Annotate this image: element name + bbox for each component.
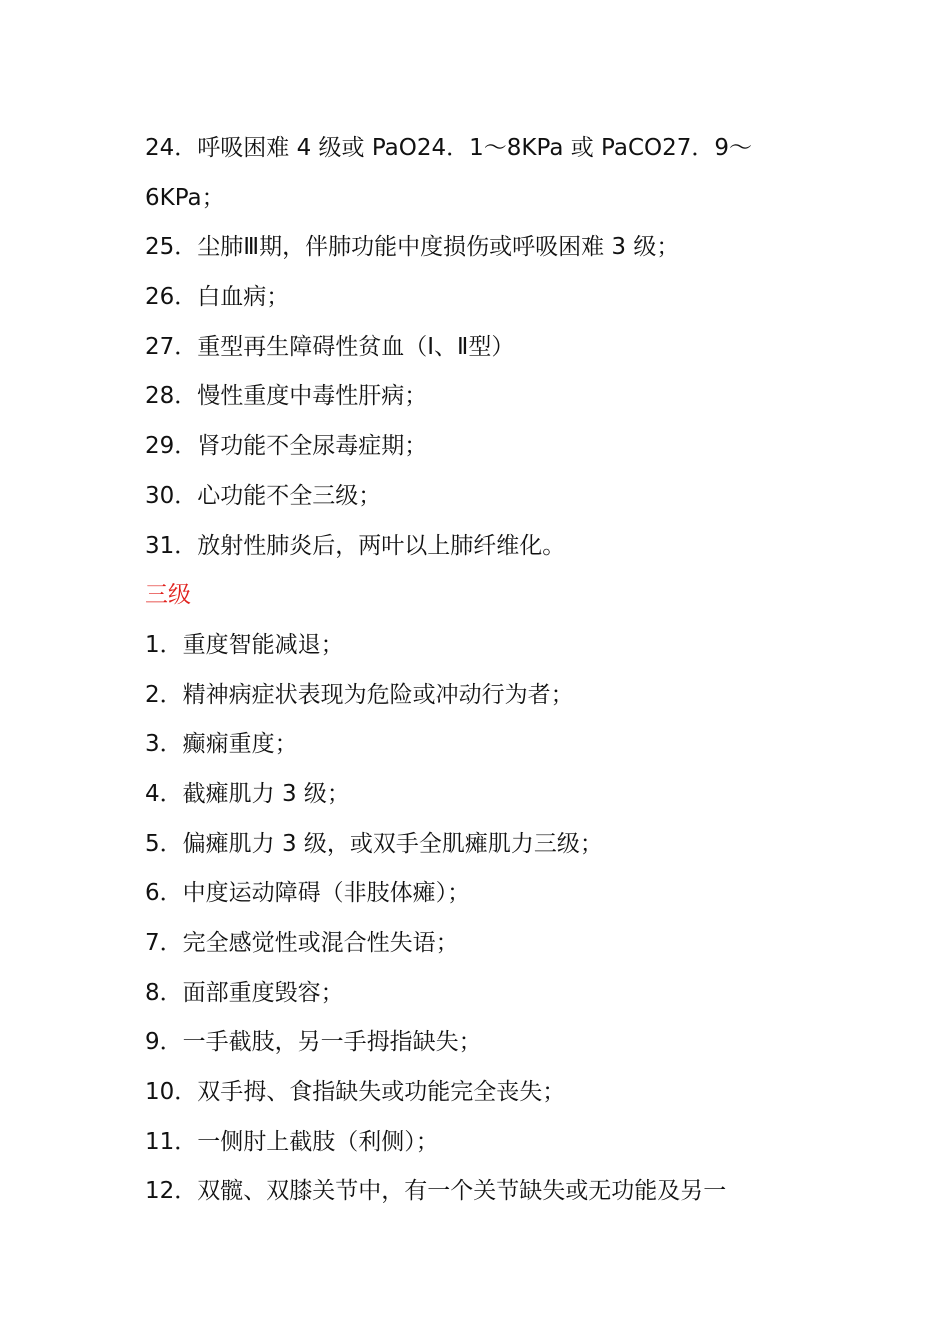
list-item-26: 26．白血病；	[145, 284, 290, 311]
document-body	[145, 124, 815, 1217]
list-item-30: 30．心功能不全三级；	[145, 482, 382, 509]
grade3-item-7: 7．完全感觉性或混合性失语；	[145, 930, 459, 956]
list-item-29: 29．肾功能不全尿毒症期；	[145, 433, 428, 460]
grade3-item-1: 1．重度智能减退；	[145, 631, 344, 658]
grade3-item-10: 10．双手拇、食指缺失或功能完全丧失；	[145, 1079, 566, 1106]
grade3-item-5: 5．偏瘫肌力 3 级，或双手全肌瘫肌力三级；	[145, 830, 603, 857]
list-item-24-continued: 6KPa；	[145, 184, 225, 211]
list-item-27: 27．重型再生障碍性贫血（Ⅰ、Ⅱ型）	[145, 333, 515, 360]
list-item-28: 28．慢性重度中毒性肝病；	[145, 383, 428, 410]
grade3-item-8: 8．面部重度毁容；	[145, 979, 344, 1006]
grade3-item-12: 12．双髋、双膝关节中，有一个关节缺失或无功能及另一	[145, 1178, 727, 1205]
grade3-item-11: 11．一侧肘上截肢（利侧）；	[145, 1128, 439, 1155]
list-item-31: 31．放射性肺炎后，两叶以上肺纤维化。	[145, 532, 566, 559]
grade3-item-9: 9．一手截肢，另一手拇指缺失；	[145, 1029, 482, 1056]
section-heading-grade-three: 三级	[145, 582, 191, 609]
grade3-item-6: 6．中度运动障碍（非肢体瘫）；	[145, 880, 471, 907]
list-item-24: 24．呼吸困难 4 级或 PaO24．1～8KPa 或 PaCO27．9～	[145, 135, 753, 161]
grade3-item-2: 2．精神病症状表现为危险或冲动行为者；	[145, 681, 574, 708]
grade3-item-3: 3．癫痫重度；	[145, 731, 298, 758]
grade3-item-4: 4．截瘫肌力 3 级；	[145, 780, 350, 807]
list-item-25: 25．尘肺Ⅲ期，伴肺功能中度损伤或呼吸困难 3 级；	[145, 234, 680, 261]
